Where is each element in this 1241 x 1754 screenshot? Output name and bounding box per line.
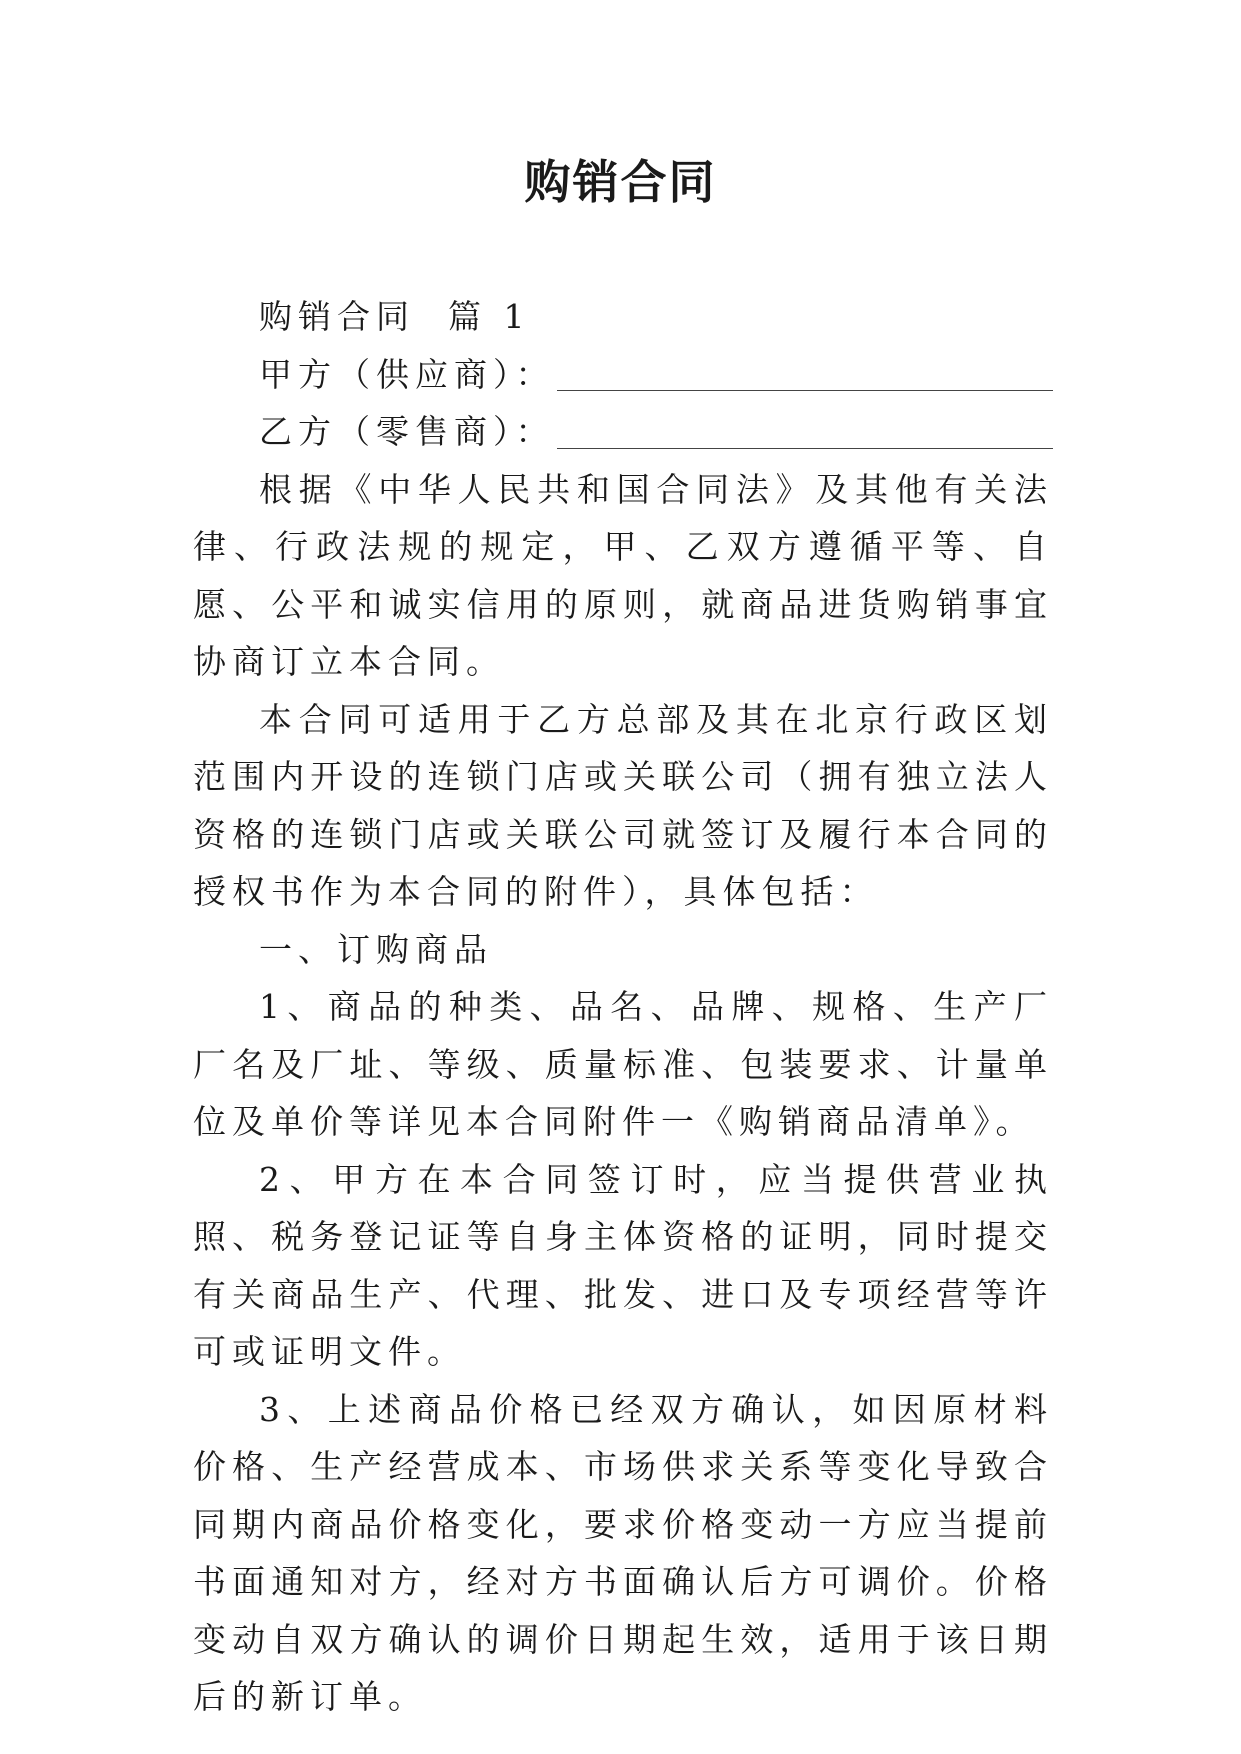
- party-b-line: [193, 403, 1053, 461]
- party-b-label: 乙方（零售商）：: [259, 412, 555, 451]
- clause-2: 2、甲方在本合同签订时，应当提供营业执照、税务登记证等自身主体资格的证明，同时提交有关商品生产、代理、批发、进口及专项经营等许可或证明文件。: [193, 1159, 1053, 1371]
- paragraph-scope: 本合同可适用于乙方总部及其在北京行政区划范围内开设的连锁门店或关联公司（拥有独立法人资格的连锁门店或关联公司就签订及履行本合同的授权书作为本合同的附件），具体包括：: [193, 699, 1053, 911]
- section-heading-goods: 一、订购商品: [259, 929, 493, 969]
- section-heading: 购销合同 篇 1: [259, 297, 531, 336]
- party-a-blank: [557, 390, 1054, 391]
- party-b-blank: [557, 448, 1054, 449]
- clause-3: 3、上述商品价格已经双方确认，如因原材料价格、生产经营成本、市场供求关系等变化导致合同期内商品价格变化，要求价格变动一方应当提前书面通知对方，经对方书面确认后方可调价。价格变动自双方确认的调价日期起生效，适用于该日期后的新订单。: [193, 1389, 1053, 1716]
- document-body: [193, 288, 1053, 1726]
- party-a-label: 甲方（供应商）：: [259, 354, 555, 394]
- document-title: 购销合同: [524, 155, 717, 209]
- clause-1: 1、商品的种类、品名、品牌、规格、生产厂厂名及厂址、等级、质量标准、包装要求、计量单位及单价等详见本合同附件一《购销商品清单》。: [193, 987, 1053, 1141]
- party-a-line: [193, 346, 1053, 404]
- paragraph-preamble: 根据《中华人民共和国合同法》及其他有关法律、行政法规的规定，甲、乙双方遵循平等、自愿、公平和诚实信用的原则，就商品进货购销事宜协商订立本合同。: [193, 469, 1053, 681]
